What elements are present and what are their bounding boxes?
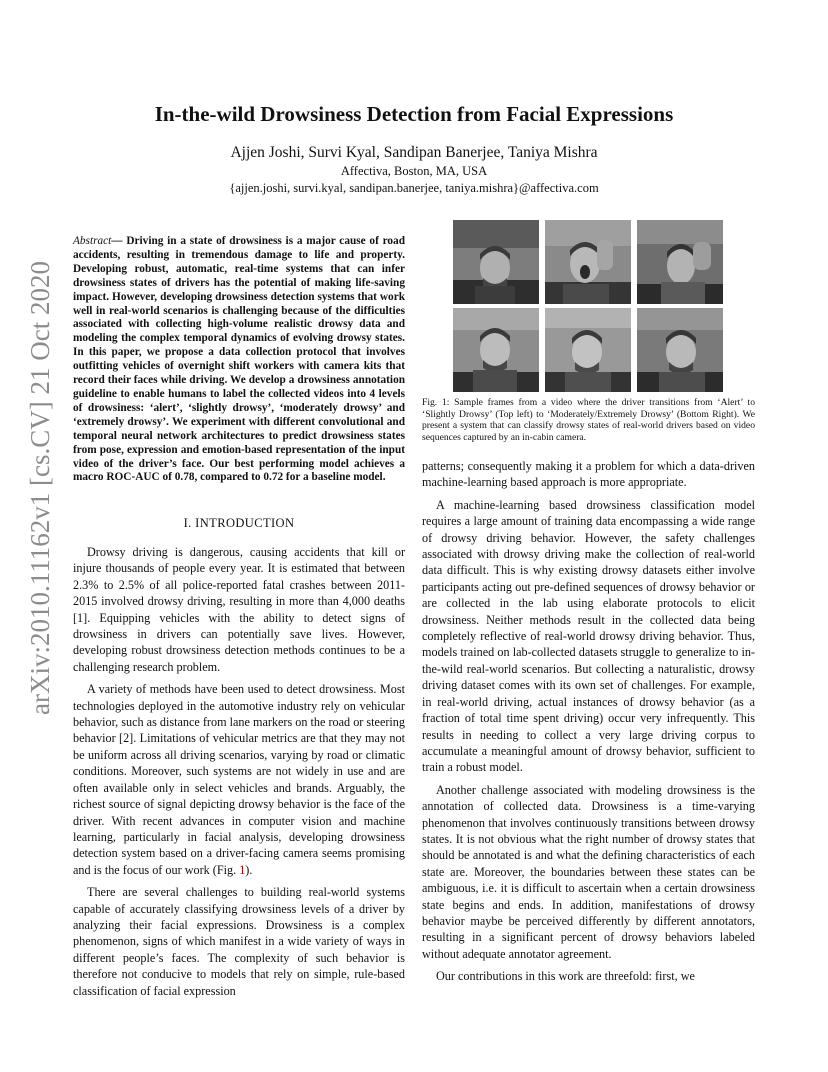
frame-alert-2 <box>545 220 631 304</box>
frame-slightly-drowsy <box>637 220 723 304</box>
author-list: Ajjen Joshi, Survi Kyal, Sandipan Banerjee, Taniya Mishra <box>230 144 598 161</box>
abstract-text: — Driving in a state of drowsiness is a major cause of road accidents, resulting in tremendous damage to life and property. Developing robust, automatic, real-time systems that can infer drowsiness states of drivers has the potential of making life-saving impact. However, developing drowsiness detection systems that work well in real-world scenarios is challenging because of the difficulties associated with collecting high-volume realistic drowsy data and modeling the complex temporal dynamics of evolving drowsy states. In this paper, we propose a data collection protocol that involves outfitting vehicles of overnight shift workers with camera kits that record their faces while driving. We develop a drowsiness annotation guideline to enable humans to label the collected videos into 4 levels of drowsiness: ‘alert’, ‘slightly drowsy’, ‘moderately drowsy’ and ‘extremely drowsy’. We experiment with different convolutional and temporal neural network architectures to predict drowsiness states from pose, expression and emotion-based representation of the input video of the driver’s face. Our best performing model achieves a macro ROC-AUC of 0.78, compared to 0.72 for a baseline model. <box>73 235 405 484</box>
frame-moderately-drowsy-1 <box>453 308 539 392</box>
arxiv-sidebar-id: arXiv:2010.11162v1 [cs.CV] 21 Oct 2020 <box>25 261 55 715</box>
intro-paragraph-1: Drowsy driving is dangerous, causing accidents that kill or injure thousands of people every year. It is estimated that between 2.3% to 2.5% of all police-reported fatal crashes between 2011-2015 involved drowsy driving, resulting in more than 4,000 deaths [1]. Equipping vehicles with the ability to detect signs of drowsiness in drivers can potentially save lives. However, developing robust drowsiness detection methods continues to be a challenging research problem. <box>73 545 405 674</box>
frame-moderately-drowsy-2 <box>545 308 631 392</box>
intro-paragraph-2 <box>73 681 405 878</box>
frame-alert-1 <box>453 220 539 304</box>
affiliation: Affectiva, Boston, MA, USA <box>340 164 488 178</box>
right-paragraph-3: Another challenge associated with modeling drowsiness is the annotation of collected data. Drowsiness is a time-varying phenomenon that involves continuously transitions between drowsy states. It is not obvious what the right number of drowsy states that should be annotated is and what the defining characteristics of each state are. Moreover, the boundaries between these states can be ambiguous, i.e. it is difficult to ascertain when a certain drowsiness state begins and ends. In addition, manifestations of drowsy behavior maybe be perceived differently by different annotators, resulting in a significant percent of drowsy behaviors labeled without adequate annotator agreement. <box>422 782 755 961</box>
intro-paragraph-3: There are several challenges to building real-world systems capable of accurately classifying drowsiness levels of a driver by analyzing their facial expressions. Drowsiness is a complex phenomenon, signs of which manifest in a wide variety of ways in different people’s faces. The complexity of such behavior is therefore not conducive to models that rely on simple, rule-based classification of facial expression <box>73 885 405 998</box>
right-paragraph-2: A machine-learning based drowsiness classification model requires a large amount of training data encompassing a wide range of drowsy driving behavior. However, the safety challenges associated with drowsy driving make the collection of real-world data difficult. This is why existing drowsy datasets either involve participants acting out pre-defined sequences of drowsy behavior or are collected in the lab using elaborate protocols to elicit drowsiness. Neither methods result in the collected data being completely reflective of real-world drowsy driving behavior. Thus, models trained on lab-collected datasets struggle to generalize to in-the-wild real-world scenarios. But collecting a naturalistic, drowsy driving dataset comes with its own set of challenges. For example, in real-world driving, actual instances of drowsy behavior (as a fraction of total time spent driving) occur very infrequently. This results in needing to collect a very large driving corpus to accumulate a meaningful amount of drowsy behavior, sufficient to train a robust model. <box>422 497 755 775</box>
figure-1-link[interactable]: 1 <box>239 862 246 877</box>
author-emails: {ajjen.joshi, survi.kyal, sandipan.banerjee, taniya.mishra}@affectiva.com <box>229 181 599 195</box>
intro-paragraph-2-text: A variety of methods have been used to detect drowsiness. Most technologies deployed in the automotive industry rely on vehicular behavior, such as distance from lane markers on the road or steering behavior [2]. Limitations of vehicular metrics are that they may not be uniform across all driving scenarios, varying by road or climatic conditions. Moreover, such systems are not widely in use and are often available only in select vehicles and brands. Arguably, the richest source of signal depicting drowsy behavior is the face of the driver. With recent advances in computer vision and machine learning, particularly in facial analysis, developing drowsiness detection system based on a driver-facing camera seems promising and is the focus of our work (Fig. <box>73 682 405 877</box>
intro-paragraph-2-end: ). <box>245 862 253 877</box>
right-column-body <box>422 458 755 991</box>
abstract-label: Abstract <box>73 235 112 247</box>
introduction-body <box>73 544 405 1005</box>
abstract <box>73 235 405 485</box>
right-paragraph-1: patterns; consequently making it a problem for which a data-driven machine-learning based approach is more appropriate. <box>422 459 755 490</box>
paper-title: In-the-wild Drowsiness Detection from Facial Expressions <box>154 102 674 126</box>
right-paragraph-4: Our contributions in this work are threefold: first, we <box>436 969 695 984</box>
section-heading-introduction: I. INTRODUCTION <box>183 516 295 530</box>
frame-extremely-drowsy <box>637 308 723 392</box>
figure-1-caption: Fig. 1: Sample frames from a video where the driver transitions from ‘Alert’ to ‘Slightly Drowsy’ (Top left) to ‘Moderately/Extremely Drowsy’ (Bottom Right). We present a system that can classify drowsy states of real-world drivers based on video sequences captured by an in-cabin camera. <box>422 397 755 443</box>
